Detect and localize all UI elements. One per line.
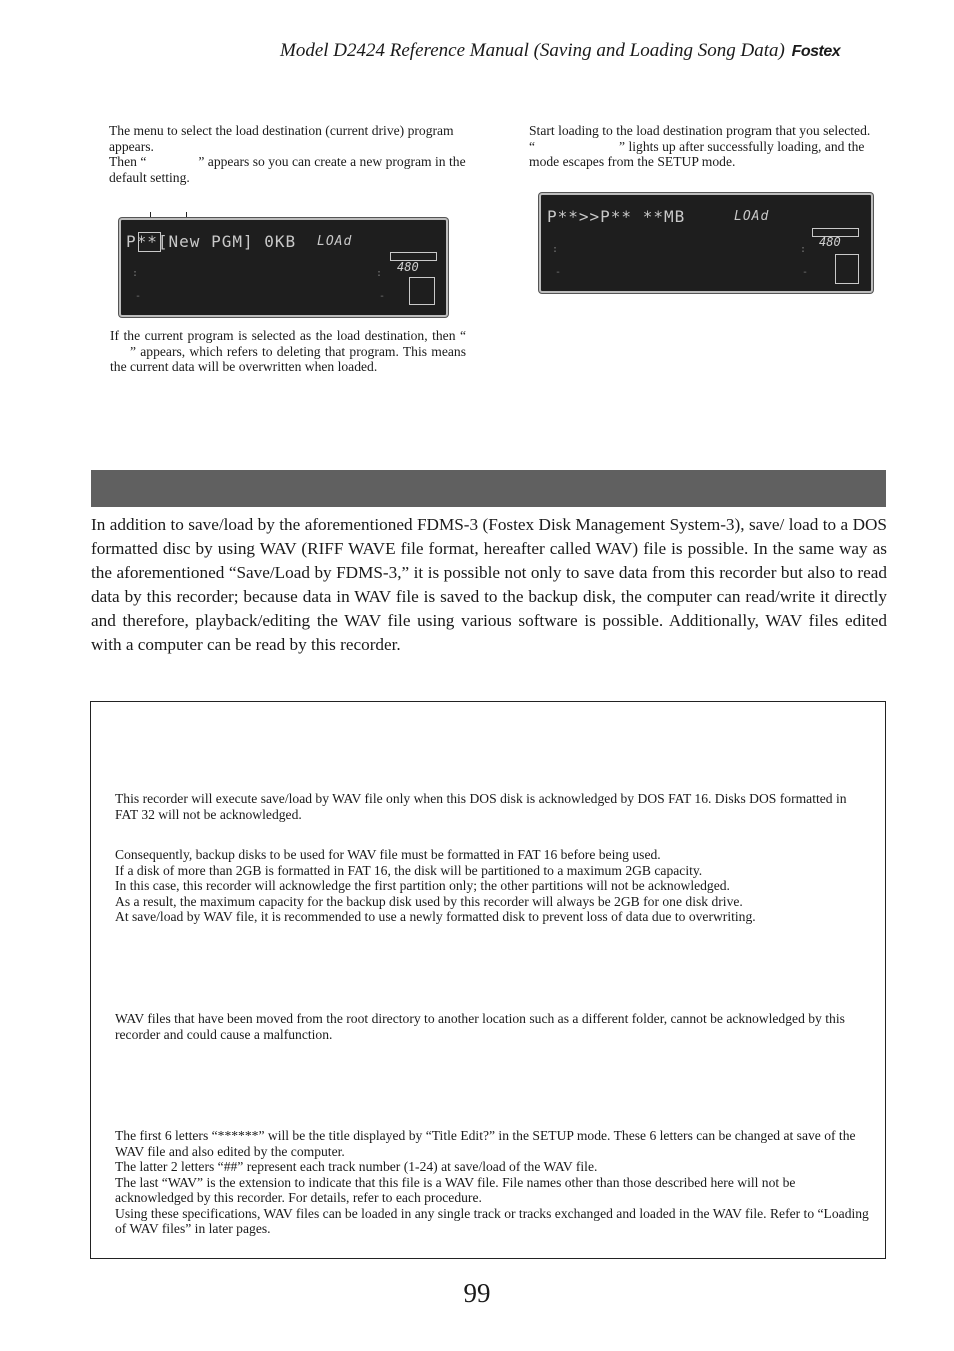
lcd-dash-mark: - xyxy=(135,291,142,302)
page-number: 99 xyxy=(463,1278,491,1308)
lcd-cursor-box xyxy=(138,232,161,252)
lcd-display-right xyxy=(539,193,873,293)
lcd-display-left xyxy=(119,218,448,317)
lcd-counter: 480 xyxy=(397,260,419,274)
lcd-indicator-box xyxy=(409,277,435,305)
box-para-fat16: This recorder will execute save/load by WAV file only when this DOS disk is acknowledged by DOS FAT 16. Disks DOS formatted in FAT 32 will not be acknowledged. xyxy=(115,791,847,822)
box-para-file-names: The first 6 letters “******” will be the title displayed by “Title Edit?” in the SETUP mode. These 6 letters can be changed at save of the WAV file and also edited by the computer. The latter 2 letters “##” represent each track number (1-24) at save/load of the WAV file. The last “WAV” is the extension to indicate that this file is a WAV file. File names other than those described here will not be acknowledged by this recorder. For details, refer to each procedure. Using these specifications, WAV files can be loaded in any single track or tracks exchanged and loaded in the WAV file. Refer to “Loading of WAV files” in later pages. xyxy=(115,1128,869,1236)
lcd-dash-mark: - xyxy=(802,267,809,278)
lcd-main-text: P**>>P** **MB xyxy=(547,207,686,226)
left-note-line2: Then “ ” appears so you can create a new program in the default setting. xyxy=(109,154,466,185)
lcd-colon-mark: : xyxy=(800,244,807,255)
lcd-colon-mark: : xyxy=(132,268,139,279)
lcd-counter: 480 xyxy=(819,235,841,249)
left-step-note xyxy=(109,123,467,185)
running-header xyxy=(280,40,890,62)
lcd-load-text: LOAd xyxy=(734,209,770,224)
left-note-line1: The menu to select the load destination (current drive) program appears. xyxy=(109,123,454,154)
lcd-colon-mark: : xyxy=(552,244,559,255)
box-para-format: Consequently, backup disks to be used for WAV file must be formatted in FAT 16 before being used. If a disk of more than 2GB is formatted in FAT 16, the disk will be partitioned to a maximum 2GB capacity. In this case, this recorder will acknowledge the first partition only; the other partitions will not be acknowledged. As a result, the maximum capacity for the backup disk used by this recorder will always be 2GB for one disk drive. At save/load by WAV file, it is recommended to use a newly formatted disk to prevent loss of data due to overwriting. xyxy=(115,847,756,924)
fostex-logo: Fostex xyxy=(791,43,841,60)
overwrite-note: If the current program is selected as the load destination, then “” appears, which refers to deleting that program. This means the current data will be overwritten when loaded. xyxy=(110,328,466,374)
right-note-line2: “ ” lights up after successfully loading, and the mode escapes from the SETUP mode. xyxy=(529,138,865,169)
header-title: Model D2424 Reference Manual (Saving and Loading Song Data) xyxy=(280,40,785,61)
lcd-load-text: LOAd xyxy=(317,234,353,249)
lcd-colon-mark: : xyxy=(376,268,383,279)
box-para-root-directory: WAV files that have been moved from the root directory to another location such as a different folder, cannot be acknowledged by this recorder and could cause a malfunction. xyxy=(115,1011,845,1042)
right-step-note xyxy=(529,123,887,170)
right-note-line1: Start loading to the load destination program that you selected. xyxy=(529,123,871,138)
lcd-dash-mark: - xyxy=(379,291,386,302)
body-paragraph: In addition to save/load by the aforementioned FDMS-3 (Fostex Disk Management System-3), save/ load to a DOS formatted disc by using WAV (RIFF WAVE file format, hereafter called WAV) file is possible. In the same way as the aforementioned “Save/Load by FDMS-3,” it is possible not only to save data from this recorder but also to read data by this recorder; because data in WAV file is saved to the backup disk, the computer can read/write it directly and therefore, playback/editing the WAV file using various software is possible. Additionally, WAV files edited with a computer can be read by this recorder. xyxy=(91,515,887,654)
section-header-bar xyxy=(91,470,886,507)
lcd-main-text: P**[New PGM] 0KB xyxy=(126,232,297,251)
lcd-dash-mark: - xyxy=(555,267,562,278)
lcd-indicator-box xyxy=(835,254,859,284)
